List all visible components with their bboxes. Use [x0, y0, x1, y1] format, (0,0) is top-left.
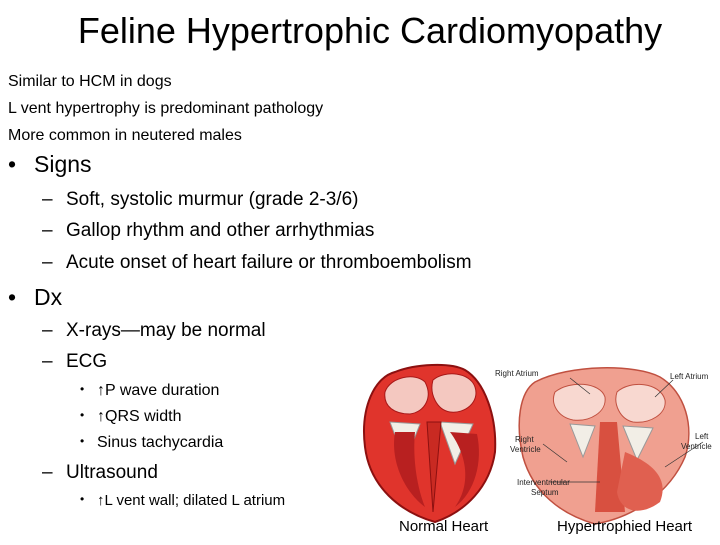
dx-item-text: Ultrasound	[66, 462, 158, 483]
ecg-item	[80, 382, 219, 400]
ultrasound-item	[80, 492, 285, 509]
ecg-item	[80, 408, 181, 426]
ultrasound-item-text: ↑L vent wall; dilated L atrium	[97, 492, 286, 509]
bullet-dash: –	[42, 462, 53, 483]
signs-item-text: Acute onset of heart failure or thromboembolism	[66, 252, 472, 273]
bullet-dot: •	[80, 382, 85, 396]
heart-illustration	[355, 352, 720, 540]
intro-line: L vent hypertrophy is predominant pathology	[8, 100, 324, 117]
bullet-dot: •	[80, 408, 85, 422]
heart-diagram	[355, 352, 720, 540]
hypertrophied-heart-drawing	[519, 368, 689, 524]
signs-item-text: Soft, systolic murmur (grade 2-3/6)	[66, 189, 359, 210]
dx-item-xrays	[42, 320, 266, 342]
signs-item	[42, 252, 472, 274]
label-right-ventricle: Ventricle	[510, 445, 541, 454]
intro-lines	[8, 68, 323, 149]
intro-line: More common in neutered males	[8, 127, 242, 144]
label-septum: Interventricular	[517, 478, 570, 487]
signs-heading-text: Signs	[34, 151, 92, 177]
bullet-dot: •	[8, 151, 17, 177]
ecg-item	[80, 434, 223, 452]
label-left-atrium: Left Atrium	[670, 372, 709, 381]
signs-heading	[8, 151, 92, 178]
dx-heading	[8, 284, 62, 311]
label-left-ventricle: Ventricle	[681, 442, 712, 451]
dx-item-text: ECG	[66, 351, 108, 372]
label-left-ventricle: Left	[695, 432, 709, 441]
dx-heading-text: Dx	[34, 284, 63, 310]
dx-item-ultrasound	[42, 462, 158, 484]
signs-item-text: Gallop rhythm and other arrhythmias	[66, 220, 375, 241]
normal-heart-drawing	[364, 365, 495, 522]
bullet-dot: •	[80, 434, 85, 448]
signs-item	[42, 220, 374, 242]
label-right-ventricle: Right	[515, 435, 534, 444]
bullet-dash: –	[42, 351, 53, 372]
bullet-dash: –	[42, 220, 53, 241]
label-right-atrium: Right Atrium	[495, 369, 539, 378]
ecg-item-text: Sinus tachycardia	[97, 434, 224, 451]
dx-item-text: X-rays—may be normal	[66, 320, 266, 341]
ecg-item-text: ↑QRS width	[97, 408, 182, 425]
bullet-dot: •	[8, 284, 17, 310]
bullet-dash: –	[42, 252, 53, 273]
bullet-dot: •	[80, 492, 85, 506]
slide-title: Feline Hypertrophic Cardiomyopathy	[77, 10, 663, 51]
label-septum: Septum	[531, 488, 559, 497]
dx-item-ecg	[42, 351, 107, 373]
caption-normal-heart: Normal Heart	[399, 518, 489, 535]
ecg-item-text: ↑P wave duration	[97, 382, 220, 399]
bullet-dash: –	[42, 320, 53, 341]
intro-line: Similar to HCM in dogs	[8, 73, 172, 90]
bullet-dash: –	[42, 189, 53, 210]
caption-hypertrophied-heart: Hypertrophied Heart	[557, 518, 693, 535]
signs-item	[42, 189, 358, 211]
